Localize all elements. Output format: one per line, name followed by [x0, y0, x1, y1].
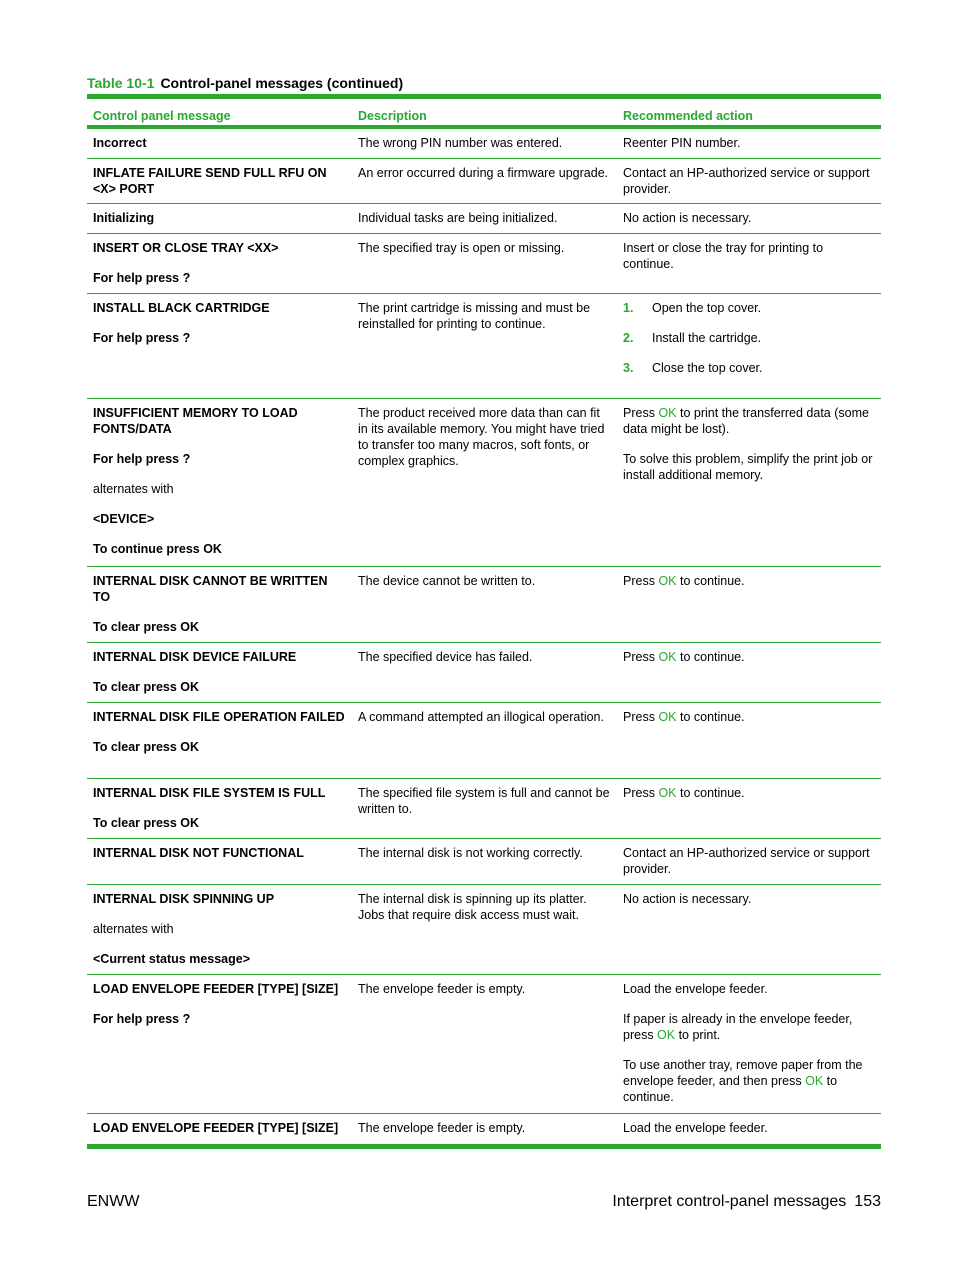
action-steps	[623, 300, 875, 376]
action-fragment: Load the envelope feeder.	[623, 982, 768, 996]
action-fragment: to continue.	[676, 786, 745, 800]
message-line: alternates with	[93, 922, 174, 936]
description-cell	[352, 234, 617, 293]
message-cell	[87, 1114, 352, 1144]
description-cell	[352, 839, 617, 884]
description-text: The envelope feeder is empty.	[358, 1121, 526, 1135]
message-cell	[87, 975, 352, 1113]
action-fragment: Press	[623, 574, 659, 588]
page-number: 153	[854, 1193, 881, 1210]
table-row	[87, 975, 881, 1114]
table-row	[87, 703, 881, 779]
description-cell	[352, 779, 617, 838]
action-text	[623, 451, 875, 483]
description-text: The envelope feeder is empty.	[358, 982, 526, 996]
table-body	[87, 129, 881, 1144]
action-text: Contact an HP-authorized service or support provider.	[623, 166, 870, 196]
message-line: INTERNAL DISK FILE OPERATION FAILED	[93, 710, 345, 724]
description-cell	[352, 703, 617, 778]
message-line: To clear press OK	[93, 816, 200, 830]
message-cell	[87, 567, 352, 642]
message-line: INSTALL BLACK CARTRIDGE	[93, 301, 270, 315]
step-text: Install the cartridge.	[652, 331, 762, 345]
table-row	[87, 234, 881, 294]
action-cell	[617, 399, 881, 566]
description-cell	[352, 399, 617, 566]
message-line: To clear press OK	[93, 680, 200, 694]
action-text: No action is necessary.	[623, 211, 752, 225]
action-text: Reenter PIN number.	[623, 136, 741, 150]
description-text: The specified file system is full and cannot be written to.	[358, 786, 610, 816]
table-caption	[87, 75, 403, 91]
message-line: INSUFFICIENT MEMORY TO LOAD FONTS/DATA	[93, 406, 298, 436]
action-text	[623, 1057, 875, 1105]
table-row	[87, 159, 881, 204]
action-cell	[617, 294, 881, 398]
message-cell	[87, 399, 352, 566]
message-line: INTERNAL DISK NOT FUNCTIONAL	[93, 846, 304, 860]
action-fragment: to continue.	[676, 710, 745, 724]
description-cell	[352, 159, 617, 203]
action-cell	[617, 779, 881, 838]
action-text: Insert or close the tray for printing to continue.	[623, 241, 824, 271]
step-number: 1.	[623, 301, 634, 315]
description-cell	[352, 643, 617, 702]
action-fragment: Press	[623, 406, 659, 420]
table-row	[87, 399, 881, 567]
description-cell	[352, 1114, 617, 1144]
action-fragment: to continue.	[676, 574, 745, 588]
step-text: Open the top cover.	[652, 301, 762, 315]
message-line: INSERT OR CLOSE TRAY <XX>	[93, 241, 279, 255]
step-text: Close the top cover.	[652, 361, 763, 375]
message-line: For help press ?	[93, 452, 191, 466]
action-fragment: If paper is already in the envelope feeder, press	[623, 1012, 853, 1042]
description-text: The device cannot be written to.	[358, 574, 536, 588]
table-number: Table 10-1	[87, 75, 155, 91]
footer-section	[612, 1193, 881, 1211]
ok-keyword: OK	[658, 786, 677, 800]
action-cell	[617, 643, 881, 702]
ok-keyword: OK	[657, 1028, 676, 1042]
action-fragment: to print.	[675, 1028, 721, 1042]
action-fragment: To solve this problem, simplify the print job or install additional memory.	[623, 452, 873, 482]
description-text: A command attempted an illogical operation.	[358, 710, 604, 724]
description-cell	[352, 294, 617, 398]
description-text: The wrong PIN number was entered.	[358, 136, 563, 150]
message-cell	[87, 779, 352, 838]
table-row	[87, 294, 881, 399]
ok-keyword: OK	[658, 574, 677, 588]
action-text	[623, 785, 875, 801]
description-cell	[352, 204, 617, 233]
description-text: An error occurred during a firmware upgrade.	[358, 166, 609, 180]
action-text: No action is necessary.	[623, 892, 752, 906]
ok-keyword: OK	[658, 650, 677, 664]
description-text: The print cartridge is missing and must be reinstalled for printing to continue.	[358, 301, 591, 331]
action-cell	[617, 1114, 881, 1144]
action-cell	[617, 839, 881, 884]
action-text: Contact an HP-authorized service or support provider.	[623, 846, 870, 876]
table-row	[87, 885, 881, 975]
ok-keyword: OK	[658, 710, 677, 724]
message-line: To continue press OK	[93, 542, 222, 556]
header-description: Description	[358, 109, 427, 123]
action-text	[623, 1011, 875, 1043]
control-panel-messages-table	[87, 94, 881, 1149]
action-step	[623, 300, 875, 316]
action-text	[623, 981, 875, 997]
action-cell	[617, 567, 881, 642]
table-title: Control-panel messages (continued)	[160, 75, 404, 91]
action-cell	[617, 885, 881, 974]
message-cell	[87, 885, 352, 974]
message-cell	[87, 643, 352, 702]
message-line: INTERNAL DISK FILE SYSTEM IS FULL	[93, 786, 326, 800]
message-line: INTERNAL DISK SPINNING UP	[93, 892, 275, 906]
action-cell	[617, 159, 881, 203]
description-cell	[352, 885, 617, 974]
action-cell	[617, 204, 881, 233]
message-line: <DEVICE>	[93, 512, 155, 526]
message-cell	[87, 294, 352, 398]
ok-keyword: OK	[805, 1074, 824, 1088]
message-line: For help press ?	[93, 1012, 191, 1026]
description-text: The specified tray is open or missing.	[358, 241, 565, 255]
message-line: INTERNAL DISK DEVICE FAILURE	[93, 650, 297, 664]
table-row	[87, 1114, 881, 1144]
step-number: 2.	[623, 331, 634, 345]
action-text	[623, 573, 875, 589]
message-cell	[87, 703, 352, 778]
message-line: INFLATE FAILURE SEND FULL RFU ON <X> PORT	[93, 166, 327, 196]
table-header-row	[87, 99, 881, 129]
table-row	[87, 643, 881, 703]
action-cell	[617, 234, 881, 293]
description-cell	[352, 129, 617, 158]
message-line: To clear press OK	[93, 740, 200, 754]
table-row	[87, 839, 881, 885]
message-line: For help press ?	[93, 331, 191, 345]
ok-keyword: OK	[658, 406, 677, 420]
description-text: The internal disk is not working correctly.	[358, 846, 583, 860]
description-text: The internal disk is spinning up its platter. Jobs that require disk access must wait.	[358, 892, 587, 922]
description-cell	[352, 975, 617, 1113]
action-fragment: to print the transferred data (some data might be lost).	[623, 406, 869, 436]
action-cell	[617, 129, 881, 158]
action-fragment: to continue.	[623, 1074, 838, 1104]
message-cell	[87, 234, 352, 293]
action-fragment: to continue.	[676, 650, 745, 664]
header-control-panel-message: Control panel message	[93, 109, 231, 123]
description-text: The product received more data than can fit in its available memory. You might have tried to transfer too many macros, soft fonts, or complex graphics.	[358, 406, 605, 468]
message-line: LOAD ENVELOPE FEEDER [TYPE] [SIZE]	[93, 982, 339, 996]
message-cell	[87, 204, 352, 233]
description-text: Individual tasks are being initialized.	[358, 211, 558, 225]
action-step	[623, 360, 875, 376]
action-step	[623, 330, 875, 346]
description-cell	[352, 567, 617, 642]
footer-locale: ENWW	[87, 1193, 140, 1210]
message-line: INTERNAL DISK CANNOT BE WRITTEN TO	[93, 574, 328, 604]
message-cell	[87, 129, 352, 158]
action-text	[623, 709, 875, 725]
message-line: Incorrect	[93, 136, 147, 150]
action-text: Load the envelope feeder.	[623, 1121, 768, 1135]
message-line: To clear press OK	[93, 620, 200, 634]
table-row	[87, 567, 881, 643]
table-row	[87, 204, 881, 234]
description-text: The specified device has failed.	[358, 650, 533, 664]
header-recommended-action: Recommended action	[623, 109, 753, 123]
action-cell	[617, 975, 881, 1113]
message-line: Initializing	[93, 211, 155, 225]
action-fragment: To use another tray, remove paper from the envelope feeder, and then press	[623, 1058, 863, 1088]
action-text	[623, 649, 875, 665]
message-line: <Current status message>	[93, 952, 251, 966]
message-line: alternates with	[93, 482, 174, 496]
action-fragment: Press	[623, 786, 659, 800]
action-fragment: Press	[623, 710, 659, 724]
step-number: 3.	[623, 361, 634, 375]
action-fragment: Press	[623, 650, 659, 664]
action-text	[623, 405, 875, 437]
action-cell	[617, 703, 881, 778]
message-line: For help press ?	[93, 271, 191, 285]
table-row	[87, 779, 881, 839]
footer-section-title: Interpret control-panel messages	[612, 1193, 847, 1210]
table-row	[87, 129, 881, 159]
message-line: LOAD ENVELOPE FEEDER [TYPE] [SIZE]	[93, 1121, 339, 1135]
message-cell	[87, 159, 352, 203]
message-cell	[87, 839, 352, 884]
